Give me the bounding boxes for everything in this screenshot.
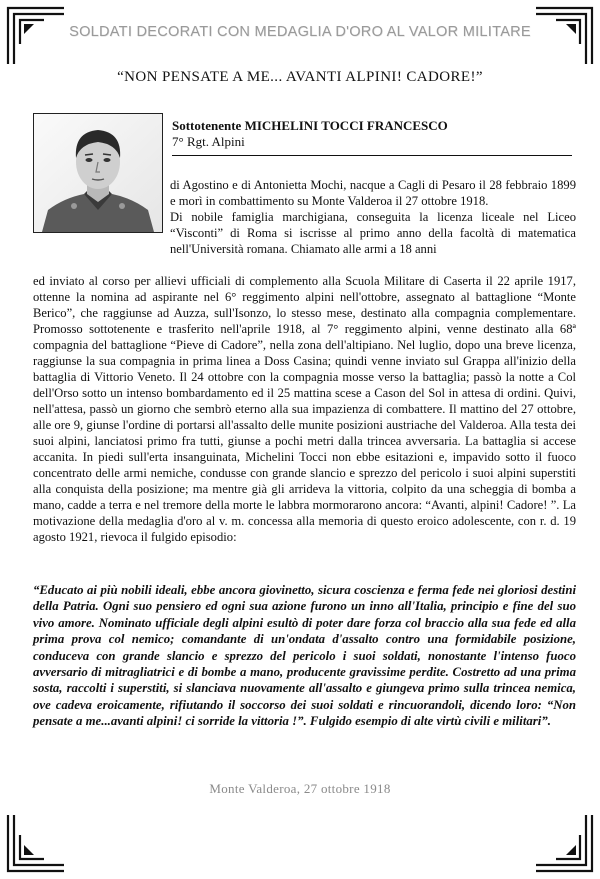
biography-intro bbox=[170, 177, 576, 257]
corner-ornament-bottom-left bbox=[4, 813, 66, 875]
biography-service bbox=[33, 273, 576, 545]
soldier-name-block bbox=[172, 118, 572, 150]
motto-heading: “NON PENSATE A ME... AVANTI ALPINI! CADORE!” bbox=[117, 69, 483, 85]
biography-service-text: ed inviato al corso per allievi ufficiali di complemento alla Scuola Militare di Caserta il 22 aprile 1917, ottenne la nomina ad aspirante nel 6° reggimento alpini nell'ottobre, assegnato al battaglione “Monte Berico”, che raggiunse ad Auzza, sull'Isonzo, lo stesso mese, destinato alla compagnia complementare. Promosso sottotenente e trasferito nell'aprile 1918, al 7° reggimento alpini, venne destinato alla 68ª compagnia del battaglione “Pieve di Cadore”, nella zona dell'altipiano. Nel luglio, dopo una breve licenza, raggiunse la sua compagnia in prima linea a Doss Casina; quindi venne inviato sul Grappa all'inizio della battaglia di Vittorio Veneto. Il 24 ottobre con la compagnia mosse verso la battaglia; passò la notte a Col dell'Orso sotto un intenso bombardamento ed il 25 mattina scese a Cason del Sol in attesa di ordini. Quivi, nell'attesa, passò un giorno che sembrò eterno alla sua impazienza di combattere. Il mattino del 27 ottobre, alle ore 9, giunse l'ordine di portarsi all'assalto delle munite posizioni austriache del Valderoa. Alla testa dei suoi alpini, lanciatosi primo fra tutti, giunse a pochi metri dalla trincea avversaria. La battaglia si accese accanita. In piedi sull'erta insanguinata, Michelini Tocci non ebbe esitazioni e, impavido sotto il fuoco concentrato delle armi nemiche, condusse con grande slancio e sprezzo del pericolo i suoi alpini superstiti alla conquista della posizione; ma mentre già gli arrideva la vittoria, colpito da una scheggia di bomba a mano, cadde a terra e nel tremore della morte le labbra mormorarono ancora: “Avanti, alpini! Cadore! ”. La motivazione della medaglia d'oro al v. m. concessa alla memoria di questo eroico adolescente, con r. d. 19 agosto 1921, rievoca il fulgido episodio: bbox=[33, 274, 576, 544]
soldier-regiment: 7° Rgt. Alpini bbox=[172, 134, 245, 149]
medal-citation: “Educato ai più nobili ideali, ebbe ancora giovinetto, sicura coscienza e ferma fede nei gloriosi destini della Patria. Ogni suo pensiero ed ogni sua azione furono un inno all'Italia, principio e fine del suo vivo amore. Nominato ufficiale degli alpini esultò di poter dare forza col braccio alla sua fede ed alla prima prova col nemico; comandante di un'ondata d'assalto contro una formidabile posizione, conduceva con grande slancio e sprezzo del pericolo i suoi soldati, nonostante l'intenso fuoco avversario di mitragliatrici e di bombe a mano, producente gravissime perdite. Costretto ad una prima sosta, raccolti i superstiti, si slanciava nuovamente all'assalto e giungeva primo sulla trincea nemica, ove cadeva eroicamente, rifiutando il soccorso dei suoi soldati e rincuorandoli, dicendo loro: “Non pensate a me...avanti alpini! ci sorride la vittoria !”. Fulgido esempio di alte virtù civili e militari”. bbox=[33, 583, 576, 729]
biography-studies: Di nobile famiglia marchigiana, conseguita la licenza liceale nel Liceo “Visconti” di Roma si iscrisse al primo anno della facoltà di matematica nell'Università romana. Chiamato alle armi a 18 anni bbox=[170, 210, 576, 256]
corner-ornament-bottom-right bbox=[534, 813, 596, 875]
name-divider bbox=[172, 155, 572, 156]
biography-birth-death: di Agostino e di Antonietta Mochi, nacque a Cagli di Pesaro il 28 febbraio 1899 e morì in combattimento su Monte Valderoa il 27 ottobre 1918. bbox=[170, 178, 576, 208]
soldier-rank-name: Sottotenente MICHELINI TOCCI FRANCESCO bbox=[172, 118, 448, 133]
soldier-portrait bbox=[33, 113, 163, 233]
page-header-title: SOLDATI DECORATI CON MEDAGLIA D'ORO AL VALOR MILITARE bbox=[69, 24, 531, 40]
footer-place-date: Monte Valderoa, 27 ottobre 1918 bbox=[209, 781, 391, 796]
